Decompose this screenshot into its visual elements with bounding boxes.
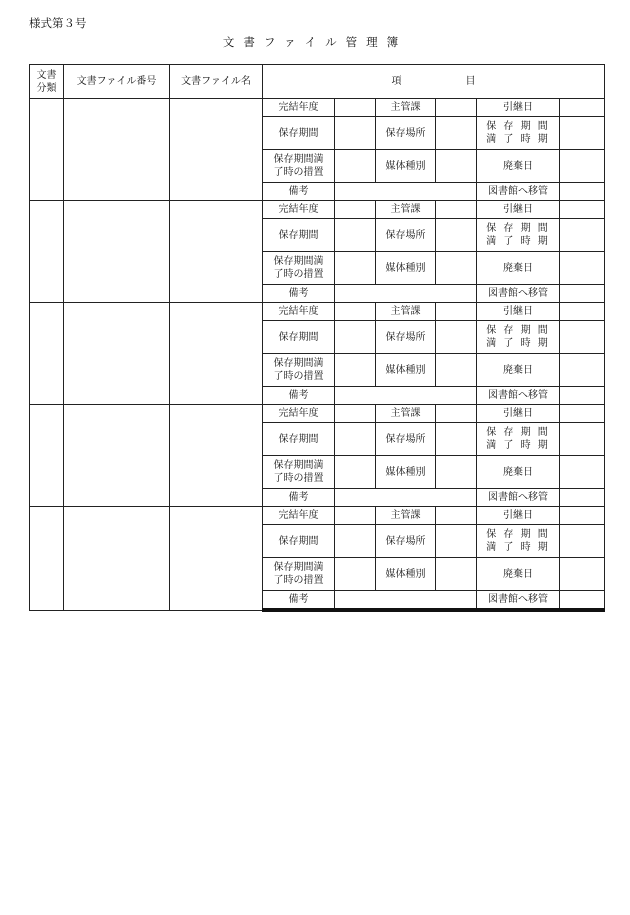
value-storage-location[interactable] bbox=[436, 321, 477, 354]
value-retention-period[interactable] bbox=[335, 321, 376, 354]
value-disposal-date[interactable] bbox=[560, 456, 605, 489]
label-disposal-date: 廃棄日 bbox=[477, 354, 560, 387]
register-entry bbox=[30, 201, 605, 303]
value-department[interactable] bbox=[436, 303, 477, 321]
value-department[interactable] bbox=[436, 405, 477, 423]
value-retention-expiry[interactable] bbox=[560, 423, 605, 456]
label-media-type: 媒体種別 bbox=[376, 354, 436, 387]
label-retention-expiry bbox=[477, 321, 560, 354]
value-expiry-measure[interactable] bbox=[335, 456, 376, 489]
value-department[interactable] bbox=[436, 507, 477, 525]
value-disposal-date[interactable] bbox=[560, 354, 605, 387]
label-completion-year: 完結年度 bbox=[263, 507, 335, 525]
label-department: 主管課 bbox=[376, 201, 436, 219]
label-retention-expiry bbox=[477, 117, 560, 150]
label-expiry-measure-line1: 保存期間満 bbox=[273, 460, 324, 471]
entry-file-name-cell[interactable] bbox=[170, 405, 263, 507]
label-disposal-date: 廃棄日 bbox=[477, 150, 560, 183]
label-expiry-measure-line1: 保存期間満 bbox=[273, 154, 324, 165]
label-retention-period: 保存期間 bbox=[263, 423, 335, 456]
value-transfer-date[interactable] bbox=[560, 405, 605, 423]
header-category-line1: 文書 bbox=[36, 69, 57, 81]
value-media-type[interactable] bbox=[436, 456, 477, 489]
label-media-type: 媒体種別 bbox=[376, 558, 436, 591]
value-department[interactable] bbox=[436, 99, 477, 117]
entry-row-completion bbox=[30, 303, 605, 321]
label-retention-period: 保存期間 bbox=[263, 525, 335, 558]
label-remarks: 備考 bbox=[263, 489, 335, 507]
label-retention-expiry-line1: 保 存 期 間 bbox=[486, 223, 550, 234]
header-items-left: 項 bbox=[391, 76, 402, 87]
entry-file-number-cell[interactable] bbox=[64, 201, 170, 303]
value-storage-location[interactable] bbox=[436, 423, 477, 456]
entry-category-cell[interactable] bbox=[30, 303, 64, 405]
label-retention-expiry-line2: 満 了 時 期 bbox=[486, 440, 550, 451]
label-retention-expiry bbox=[477, 219, 560, 252]
label-remarks: 備考 bbox=[263, 183, 335, 201]
label-disposal-date: 廃棄日 bbox=[477, 558, 560, 591]
value-expiry-measure[interactable] bbox=[335, 252, 376, 285]
label-expiry-measure bbox=[263, 354, 335, 387]
value-media-type[interactable] bbox=[436, 150, 477, 183]
value-retention-expiry[interactable] bbox=[560, 117, 605, 150]
label-transfer-date: 引継日 bbox=[477, 405, 560, 423]
label-retention-period: 保存期間 bbox=[263, 219, 335, 252]
value-expiry-measure[interactable] bbox=[335, 150, 376, 183]
value-completion-year[interactable] bbox=[335, 303, 376, 321]
label-library-transfer: 図書館へ移管 bbox=[477, 489, 560, 507]
value-library-transfer[interactable] bbox=[560, 489, 605, 507]
label-retention-period: 保存期間 bbox=[263, 321, 335, 354]
entry-row-completion bbox=[30, 99, 605, 117]
label-retention-expiry-line1: 保 存 期 間 bbox=[486, 325, 550, 336]
label-completion-year: 完結年度 bbox=[263, 201, 335, 219]
value-media-type[interactable] bbox=[436, 252, 477, 285]
label-library-transfer: 図書館へ移管 bbox=[477, 183, 560, 201]
label-library-transfer: 図書館へ移管 bbox=[477, 387, 560, 405]
value-media-type[interactable] bbox=[436, 354, 477, 387]
label-retention-expiry bbox=[477, 525, 560, 558]
value-retention-expiry[interactable] bbox=[560, 321, 605, 354]
label-expiry-measure bbox=[263, 150, 335, 183]
label-library-transfer: 図書館へ移管 bbox=[477, 285, 560, 303]
label-expiry-measure-line2: 了時の措置 bbox=[273, 473, 324, 484]
value-completion-year[interactable] bbox=[335, 405, 376, 423]
value-completion-year[interactable] bbox=[335, 201, 376, 219]
header-file-name: 文書ファイル名 bbox=[170, 65, 263, 99]
label-remarks: 備考 bbox=[263, 591, 335, 611]
value-retention-period[interactable] bbox=[335, 219, 376, 252]
file-register-table bbox=[29, 64, 605, 612]
header-items bbox=[263, 65, 605, 99]
entry-file-number-cell[interactable] bbox=[64, 507, 170, 611]
header-category-line2: 分類 bbox=[36, 82, 57, 94]
label-transfer-date: 引継日 bbox=[477, 99, 560, 117]
label-expiry-measure-line2: 了時の措置 bbox=[273, 371, 324, 382]
entry-file-name-cell[interactable] bbox=[170, 507, 263, 611]
header-file-number: 文書ファイル番号 bbox=[64, 65, 170, 99]
label-expiry-measure-line1: 保存期間満 bbox=[273, 256, 324, 267]
header-row bbox=[30, 65, 605, 99]
value-transfer-date[interactable] bbox=[560, 303, 605, 321]
value-library-transfer[interactable] bbox=[560, 183, 605, 201]
label-remarks: 備考 bbox=[263, 387, 335, 405]
value-transfer-date[interactable] bbox=[560, 507, 605, 525]
label-retention-period: 保存期間 bbox=[263, 117, 335, 150]
label-transfer-date: 引継日 bbox=[477, 507, 560, 525]
value-storage-location[interactable] bbox=[436, 117, 477, 150]
label-retention-expiry-line1: 保 存 期 間 bbox=[486, 427, 550, 438]
value-remarks[interactable] bbox=[335, 285, 477, 303]
label-expiry-measure-line2: 了時の措置 bbox=[273, 269, 324, 280]
value-library-transfer[interactable] bbox=[560, 591, 605, 611]
value-library-transfer[interactable] bbox=[560, 387, 605, 405]
label-department: 主管課 bbox=[376, 405, 436, 423]
label-completion-year: 完結年度 bbox=[263, 405, 335, 423]
header-category bbox=[30, 65, 64, 99]
label-expiry-measure-line1: 保存期間満 bbox=[273, 358, 324, 369]
value-remarks[interactable] bbox=[335, 183, 477, 201]
label-disposal-date: 廃棄日 bbox=[477, 252, 560, 285]
value-disposal-date[interactable] bbox=[560, 150, 605, 183]
label-media-type: 媒体種別 bbox=[376, 456, 436, 489]
label-retention-expiry-line2: 満 了 時 期 bbox=[486, 542, 550, 553]
value-retention-expiry[interactable] bbox=[560, 525, 605, 558]
entry-category-cell[interactable] bbox=[30, 405, 64, 507]
entry-file-number-cell[interactable] bbox=[64, 303, 170, 405]
register-entry bbox=[30, 507, 605, 611]
register-entry bbox=[30, 303, 605, 405]
label-transfer-date: 引継日 bbox=[477, 201, 560, 219]
label-department: 主管課 bbox=[376, 99, 436, 117]
label-retention-expiry bbox=[477, 423, 560, 456]
label-expiry-measure-line2: 了時の措置 bbox=[273, 167, 324, 178]
value-disposal-date[interactable] bbox=[560, 252, 605, 285]
entry-row-completion bbox=[30, 507, 605, 525]
label-media-type: 媒体種別 bbox=[376, 252, 436, 285]
value-department[interactable] bbox=[436, 201, 477, 219]
label-disposal-date: 廃棄日 bbox=[477, 456, 560, 489]
value-completion-year[interactable] bbox=[335, 99, 376, 117]
value-retention-period[interactable] bbox=[335, 117, 376, 150]
value-completion-year[interactable] bbox=[335, 507, 376, 525]
entry-category-cell[interactable] bbox=[30, 201, 64, 303]
label-media-type: 媒体種別 bbox=[376, 150, 436, 183]
label-storage-location: 保存場所 bbox=[376, 117, 436, 150]
entry-file-name-cell[interactable] bbox=[170, 201, 263, 303]
label-retention-expiry-line1: 保 存 期 間 bbox=[486, 121, 550, 132]
entry-file-name-cell[interactable] bbox=[170, 303, 263, 405]
value-remarks[interactable] bbox=[335, 591, 477, 611]
label-library-transfer: 図書館へ移管 bbox=[477, 591, 560, 611]
label-expiry-measure bbox=[263, 252, 335, 285]
label-expiry-measure bbox=[263, 456, 335, 489]
label-retention-expiry-line2: 満 了 時 期 bbox=[486, 134, 550, 145]
label-storage-location: 保存場所 bbox=[376, 219, 436, 252]
header-items-right: 目 bbox=[465, 76, 476, 87]
label-expiry-measure bbox=[263, 558, 335, 591]
value-disposal-date[interactable] bbox=[560, 558, 605, 591]
form-number: 様式第３号 bbox=[29, 16, 87, 30]
value-media-type[interactable] bbox=[436, 558, 477, 591]
label-department: 主管課 bbox=[376, 303, 436, 321]
value-expiry-measure[interactable] bbox=[335, 558, 376, 591]
label-transfer-date: 引継日 bbox=[477, 303, 560, 321]
entry-row-completion bbox=[30, 201, 605, 219]
value-transfer-date[interactable] bbox=[560, 201, 605, 219]
register-entry bbox=[30, 405, 605, 507]
value-transfer-date[interactable] bbox=[560, 99, 605, 117]
entry-file-name-cell[interactable] bbox=[170, 99, 263, 201]
entry-category-cell[interactable] bbox=[30, 507, 64, 611]
value-storage-location[interactable] bbox=[436, 219, 477, 252]
label-storage-location: 保存場所 bbox=[376, 525, 436, 558]
value-remarks[interactable] bbox=[335, 387, 477, 405]
label-completion-year: 完結年度 bbox=[263, 303, 335, 321]
entry-row-completion bbox=[30, 405, 605, 423]
value-retention-period[interactable] bbox=[335, 423, 376, 456]
value-remarks[interactable] bbox=[335, 489, 477, 507]
value-retention-period[interactable] bbox=[335, 525, 376, 558]
label-expiry-measure-line1: 保存期間満 bbox=[273, 562, 324, 573]
register-entry bbox=[30, 99, 605, 201]
value-expiry-measure[interactable] bbox=[335, 354, 376, 387]
label-storage-location: 保存場所 bbox=[376, 423, 436, 456]
label-remarks: 備考 bbox=[263, 285, 335, 303]
entry-file-number-cell[interactable] bbox=[64, 405, 170, 507]
label-retention-expiry-line1: 保 存 期 間 bbox=[486, 529, 550, 540]
value-library-transfer[interactable] bbox=[560, 285, 605, 303]
value-storage-location[interactable] bbox=[436, 525, 477, 558]
entry-category-cell[interactable] bbox=[30, 99, 64, 201]
label-retention-expiry-line2: 満 了 時 期 bbox=[486, 338, 550, 349]
label-department: 主管課 bbox=[376, 507, 436, 525]
document-title: 文書ファイル管理簿 bbox=[222, 35, 408, 49]
label-expiry-measure-line2: 了時の措置 bbox=[273, 575, 324, 586]
entry-file-number-cell[interactable] bbox=[64, 99, 170, 201]
label-retention-expiry-line2: 満 了 時 期 bbox=[486, 236, 550, 247]
label-storage-location: 保存場所 bbox=[376, 321, 436, 354]
value-retention-expiry[interactable] bbox=[560, 219, 605, 252]
label-completion-year: 完結年度 bbox=[263, 99, 335, 117]
